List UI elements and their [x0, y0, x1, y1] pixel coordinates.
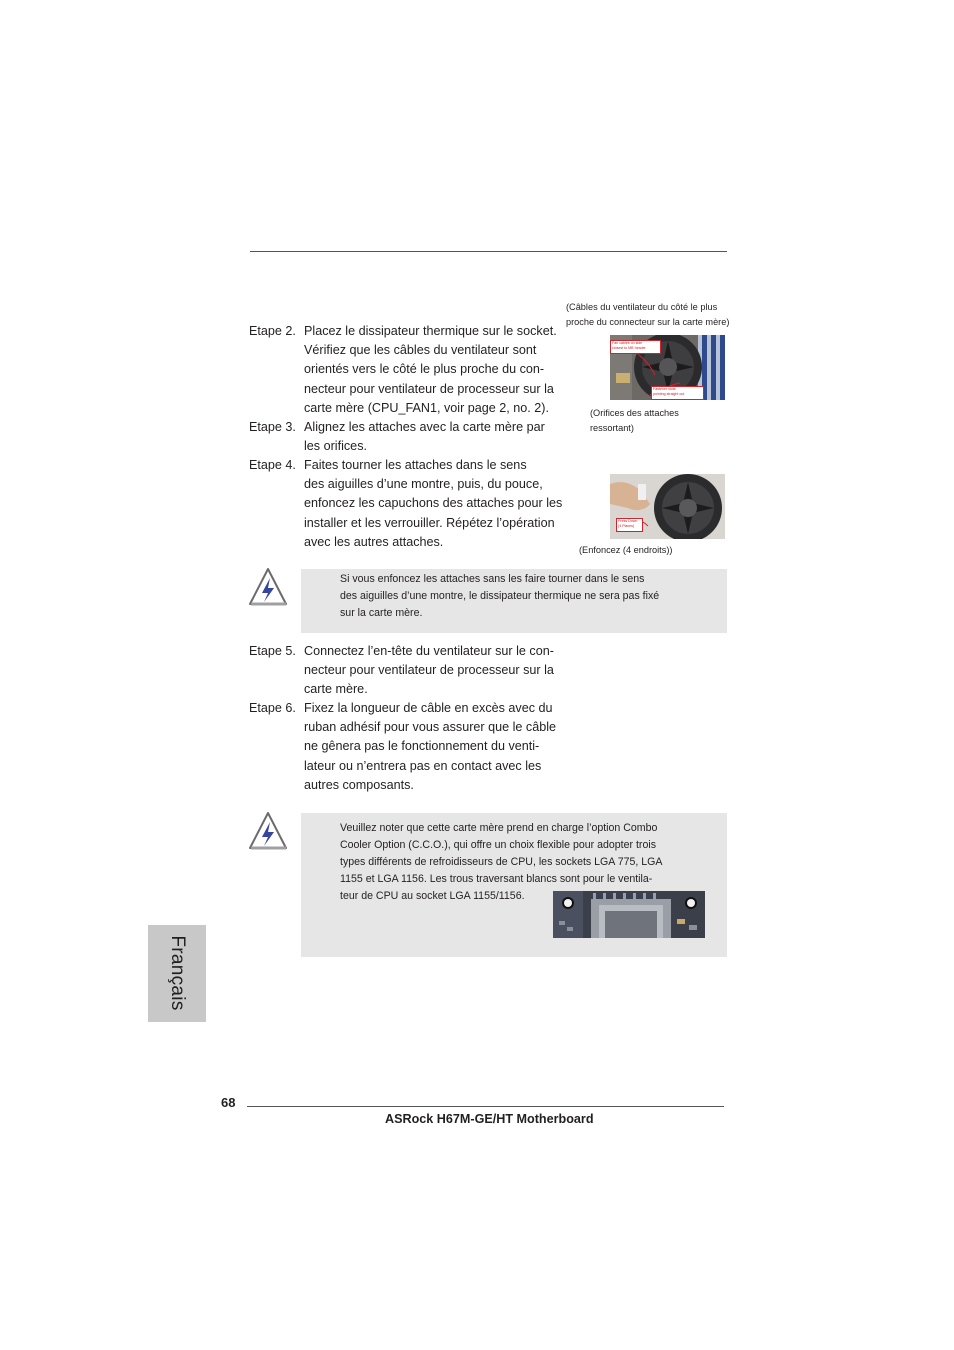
photo-heatsink-cables	[610, 335, 725, 400]
step-line: installer et les verrouiller. Répétez l’opération	[304, 515, 555, 530]
step-line: Faites tourner les attaches dans le sens	[304, 458, 527, 472]
step-line: Vérifiez que les câbles du ventilateur sont	[304, 343, 537, 358]
note-line: Cooler Option (C.C.O.), qui offre un choix flexible pour adopter trois	[340, 839, 657, 851]
step-label: Etape 3.	[249, 420, 296, 434]
language-side-tab	[148, 925, 206, 1022]
step-line: carte mère.	[304, 682, 368, 697]
socket-photo-illustration	[553, 891, 705, 938]
step-line: necteur pour ventilateur de processeur sur la	[304, 381, 554, 396]
footer-rule	[247, 1106, 724, 1107]
caption-line: (Câbles du ventilateur du côté le plus	[566, 302, 718, 312]
footer-title: ASRock H67M-GE/HT Motherboard	[385, 1112, 594, 1126]
photo2-label	[616, 518, 643, 532]
photo-label-line: Press Down	[618, 519, 638, 523]
note-line: teur de CPU au socket LGA 1155/1156.	[340, 890, 525, 902]
caption-press: (Enfoncez (4 endroits))	[579, 545, 673, 555]
header-rule	[250, 251, 727, 252]
step-label: Etape 6.	[249, 701, 296, 715]
warning-icon	[247, 810, 289, 852]
caption-line: ressortant)	[590, 422, 634, 433]
step-line: necteur pour ventilateur de processeur sur la	[304, 663, 554, 678]
note-line: Veuillez noter que cette carte mère prend en charge l’option Combo	[340, 822, 658, 834]
photo-press-fasteners	[610, 474, 725, 539]
step-label: Etape 4.	[249, 458, 296, 472]
step-line: les orifices.	[304, 439, 367, 454]
note-text-clips	[340, 571, 659, 622]
photo-label-line: (4 Places)	[618, 524, 635, 528]
step-line: Placez le dissipateur thermique sur le socket.	[304, 324, 557, 338]
photo1-label-top	[610, 340, 661, 354]
caption-line: (Orifices des attaches	[590, 408, 679, 418]
caption-fan-cables	[566, 300, 729, 329]
photo-label-line: Fan cables on side	[612, 341, 643, 345]
step-line: enfoncez les capuchons des attaches pour les	[304, 496, 563, 511]
step-line: orientés vers le côté le plus proche du con-	[304, 362, 545, 377]
step-label: Etape 5.	[249, 644, 296, 658]
warning-icon	[247, 566, 289, 608]
note-line: 1155 et LGA 1156. Les trous traversant blancs sont pour le ventila-	[340, 873, 653, 885]
step-text	[304, 642, 554, 700]
photo-label-line: closest to MB header	[612, 346, 646, 350]
side-tab-label: Français	[167, 935, 188, 1011]
step-text	[304, 699, 556, 795]
caption-orifices	[590, 406, 679, 435]
page-number: 68	[221, 1095, 236, 1110]
step-label: Etape 2.	[249, 324, 296, 338]
photo-socket	[553, 891, 705, 938]
step-line: des aiguilles d’une montre, puis, du pouce,	[304, 477, 543, 492]
note-line: types différents de refroidisseurs de CPU, les sockets LGA 775, LGA	[340, 856, 663, 868]
step-line: lateur ou n’entrera pas en contact avec les	[304, 758, 542, 773]
step-text	[304, 322, 557, 418]
caption-line: proche du connecteur sur la carte mère)	[566, 316, 730, 327]
step-line: ne gênera pas le fonctionnement du venti-	[304, 739, 540, 754]
step-line: ruban adhésif pour vous assurer que le câble	[304, 720, 557, 735]
note-line: sur la carte mère.	[340, 607, 423, 619]
photo-label-line: pointing straight out	[653, 392, 685, 396]
step-line: autres composants.	[304, 777, 414, 792]
photo-label-line: Fastener slots	[653, 387, 676, 391]
step-line: Connectez l’en-tête du ventilateur sur le con-	[304, 644, 554, 658]
step-line: avec les autres attaches.	[304, 534, 444, 549]
note-line: Si vous enfoncez les attaches sans les faire tourner dans le sens	[340, 573, 645, 585]
note-line: des aiguilles d’une montre, le dissipateur thermique ne sera pas fixé	[340, 590, 660, 602]
step-line: Alignez les attaches avec la carte mère par	[304, 420, 545, 434]
step-line: Fixez la longueur de câble en excès avec du	[304, 701, 553, 715]
photo1-label-bottom	[651, 386, 704, 400]
step-text	[304, 418, 545, 456]
step-text	[304, 456, 562, 552]
step-line: carte mère (CPU_FAN1, voir page 2, no. 2).	[304, 400, 549, 415]
